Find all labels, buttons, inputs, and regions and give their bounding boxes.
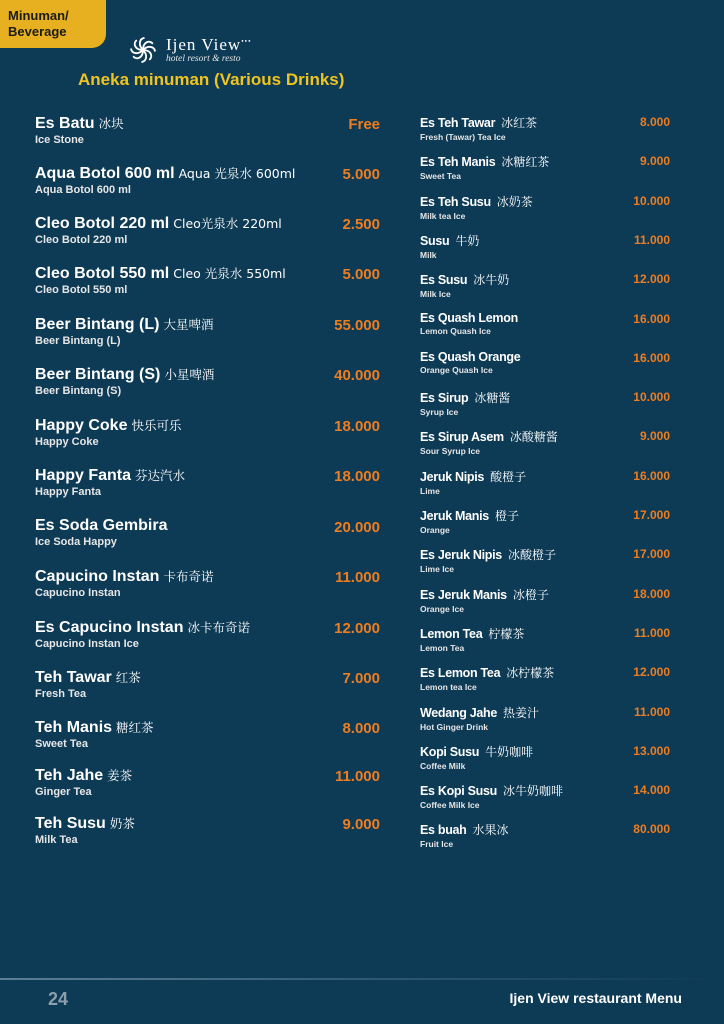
menu-item-english-name: Lemon Tea — [420, 643, 465, 653]
menu-item-price: 17.000 — [633, 547, 670, 561]
menu-item-price: 10.000 — [633, 390, 670, 404]
menu-item-chinese-name: 冰牛奶 — [473, 273, 510, 287]
menu-item-name — [35, 814, 380, 833]
menu-item-price: 80.000 — [633, 822, 670, 836]
menu-item-english-name: Cleo Botol 550 ml — [35, 284, 128, 296]
menu-item — [35, 766, 380, 798]
menu-item-english-name: Lemon Quash Ice — [420, 326, 491, 336]
menu-item-chinese-name: 芬达汽水 — [135, 468, 186, 483]
menu-item-chinese-name: 牛奶咖啡 — [485, 745, 534, 759]
menu-item-price: 12.000 — [633, 665, 670, 679]
menu-item-english-name: Hot Ginger Drink — [420, 722, 489, 732]
menu-item-name-text: Cleo Botol 220 ml — [35, 215, 170, 232]
menu-item — [35, 214, 380, 246]
menu-item — [420, 232, 670, 260]
menu-item-price: 10.000 — [633, 194, 670, 208]
menu-item-chinese-name: 冰糖酱 — [474, 391, 511, 405]
menu-item — [35, 618, 380, 650]
section-title: Aneka minuman (Various Drinks) — [78, 70, 345, 89]
menu-item — [420, 389, 670, 417]
menu-item-chinese-name: 红茶 — [115, 670, 141, 685]
menu-item-price: 2.500 — [342, 216, 380, 233]
menu-item-name-text: Kopi Susu — [420, 745, 480, 759]
footer-title: Ijen View restaurant Menu — [509, 990, 682, 1006]
menu-item — [35, 365, 380, 397]
menu-item-name-text: Jeruk Nipis — [420, 470, 485, 484]
menu-item-english-name: Lemon tea Ice — [420, 682, 477, 692]
menu-item — [420, 586, 670, 614]
menu-item-english-name: Beer Bintang (S) — [35, 385, 122, 397]
menu-item-chinese-name: 牛奶 — [455, 234, 480, 248]
hotel-logo — [126, 30, 252, 70]
menu-item-price: 55.000 — [334, 317, 380, 334]
logo-name: Ijen View — [166, 34, 242, 54]
menu-item-name-text: Es Sirup Asem — [420, 430, 504, 444]
menu-item-price: 11.000 — [633, 626, 670, 640]
menu-item-name-text: Aqua Botol 600 ml — [35, 165, 175, 182]
menu-item-chinese-name: 冰卡布奇诺 — [187, 620, 250, 635]
menu-item-name-text: Cleo Botol 550 ml — [35, 265, 170, 282]
menu-item-name — [35, 567, 380, 586]
menu-item-name-text: Wedang Jahe — [420, 706, 498, 720]
menu-item-price: 11.000 — [334, 768, 380, 785]
menu-item-name-text: Capucino Instan — [35, 568, 160, 585]
menu-item — [420, 625, 670, 653]
menu-item-price: 18.000 — [334, 418, 380, 435]
menu-item-price: 16.000 — [633, 351, 670, 365]
category-tag-line1: Minuman/ — [8, 8, 69, 23]
menu-item-english-name: Fresh Tea — [35, 688, 87, 700]
menu-item-name-text: Beer Bintang (S) — [35, 366, 161, 383]
menu-item-english-name: Orange — [420, 525, 450, 535]
menu-item-price: 7.000 — [342, 670, 380, 687]
menu-item-english-name: Orange Ice — [420, 604, 464, 614]
menu-item — [35, 517, 380, 548]
menu-item-name — [35, 365, 380, 384]
menu-item-name-text: Teh Manis — [35, 719, 113, 736]
menu-item-name — [35, 264, 380, 283]
menu-item-name — [420, 232, 670, 249]
menu-item-name — [35, 214, 380, 233]
menu-item-english-name: Cleo Botol 220 ml — [35, 234, 128, 246]
menu-item-name-text: Es Jeruk Manis — [420, 588, 507, 602]
menu-item — [420, 664, 670, 692]
menu-item-price: 20.000 — [334, 519, 380, 536]
menu-item — [35, 315, 380, 347]
menu-item-price: 9.000 — [639, 429, 670, 443]
menu-item-chinese-name: Aqua 光泉水 600ml — [178, 166, 296, 181]
menu-item-english-name: Coffee Milk — [420, 761, 466, 771]
menu-item — [420, 114, 670, 142]
menu-item — [420, 507, 670, 535]
menu-item-english-name: Aqua Botol 600 ml — [35, 184, 131, 196]
menu-item-name-text: Happy Fanta — [35, 467, 132, 484]
menu-item-english-name: Happy Coke — [35, 436, 99, 448]
menu-item-name — [35, 668, 380, 687]
menu-item-english-name: Sweet Tea — [35, 738, 88, 750]
menu-item-chinese-name: 冰柠檬茶 — [506, 666, 555, 680]
menu-item-name-text: Es Sirup — [420, 391, 469, 405]
menu-item — [35, 114, 380, 146]
menu-item-name-text: Es Teh Susu — [420, 195, 491, 209]
menu-item-price: 8.000 — [342, 720, 380, 737]
menu-item-name — [35, 466, 380, 485]
menu-item-name — [420, 704, 670, 721]
menu-item — [35, 814, 380, 846]
menu-item — [420, 350, 670, 375]
menu-item-price: 13.000 — [633, 744, 670, 758]
menu-item-english-name: Milk Tea — [35, 834, 78, 846]
menu-item — [35, 466, 380, 498]
menu-item-name — [420, 625, 670, 642]
menu-item — [35, 164, 380, 196]
menu-item-chinese-name: 卡布奇诺 — [163, 569, 214, 584]
menu-item-english-name: Syrup Ice — [420, 407, 459, 417]
logo-mark-dots: ••• — [241, 37, 252, 46]
menu-item-chinese-name: 冰牛奶咖啡 — [502, 784, 563, 798]
menu-item — [420, 153, 670, 181]
menu-item-chinese-name: 冰酸糖酱 — [509, 430, 558, 444]
menu-item-price: 8.000 — [639, 115, 670, 129]
menu-item-name-text: Es Teh Manis — [420, 155, 496, 169]
menu-item-price: 18.000 — [334, 468, 380, 485]
menu-item-price: 17.000 — [633, 508, 670, 522]
menu-item-name-text: Es Kopi Susu — [420, 784, 497, 798]
menu-item-english-name: Lime Ice — [420, 564, 455, 574]
menu-item-english-name: Ice Stone — [35, 134, 84, 146]
menu-item-price: 5.000 — [342, 266, 380, 283]
menu-item-chinese-name: 橙子 — [494, 509, 519, 523]
menu-item-price: Free — [348, 116, 380, 133]
menu-item-name-text: Lemon Tea — [420, 627, 483, 641]
menu-item-name — [35, 766, 380, 785]
menu-item-price: 11.000 — [633, 233, 670, 247]
menu-item-name — [35, 164, 380, 183]
menu-item-english-name: Capucino Instan Ice — [35, 638, 139, 650]
menu-item-price: 9.000 — [639, 154, 670, 168]
menu-item-name-text: Es Capucino Instan — [35, 619, 184, 636]
menu-item-name-text: Es Jeruk Nipis — [420, 548, 502, 562]
menu-item-chinese-name: 冰橙子 — [512, 588, 549, 602]
menu-item — [35, 718, 380, 750]
menu-item-english-name: Ice Soda Happy — [35, 536, 117, 548]
menu-item — [35, 264, 380, 296]
menu-item-name-text: Beer Bintang (L) — [35, 316, 160, 333]
menu-item-name-text: Jeruk Manis — [420, 509, 489, 523]
menu-item — [420, 193, 670, 221]
menu-item — [420, 546, 670, 574]
menu-item-name-text: Es Lemon Tea — [420, 666, 501, 680]
menu-item-name — [420, 114, 670, 131]
category-tag — [0, 0, 106, 48]
menu-item-chinese-name: 柠檬茶 — [488, 627, 525, 641]
menu-item-english-name: Milk Ice — [420, 289, 451, 299]
menu-item-name — [420, 153, 670, 170]
menu-item-price: 16.000 — [633, 312, 670, 326]
menu-item-name — [35, 517, 380, 535]
menu-item-chinese-name: 大星啤酒 — [163, 317, 214, 332]
menu-item-price: 11.000 — [334, 569, 380, 586]
menu-item-price: 12.000 — [633, 272, 670, 286]
menu-item-name-text: Teh Tawar — [35, 669, 112, 686]
menu-item-chinese-name: 快乐可乐 — [131, 418, 182, 433]
menu-item-name-text: Teh Jahe — [35, 767, 104, 784]
menu-item-name — [35, 718, 380, 737]
menu-item-price: 9.000 — [342, 816, 380, 833]
menu-item-name-text: Es Quash Lemon — [420, 311, 518, 325]
menu-item — [35, 567, 380, 599]
menu-item-chinese-name: 奶茶 — [109, 816, 135, 831]
menu-item-name-text: Es Soda Gembira — [35, 517, 168, 534]
menu-item-name-text: Teh Susu — [35, 815, 106, 832]
menu-item — [420, 782, 670, 810]
menu-item-english-name: Beer Bintang (L) — [35, 335, 121, 347]
menu-item — [420, 428, 670, 456]
menu-item-name — [35, 416, 380, 435]
menu-item-price: 14.000 — [633, 783, 670, 797]
menu-item-chinese-name: 姜茶 — [107, 768, 133, 783]
menu-item-english-name: Happy Fanta — [35, 486, 102, 498]
menu-item-name — [420, 428, 670, 445]
page-number: 24 — [48, 989, 69, 1009]
menu-item-name-text: Es Quash Orange — [420, 350, 521, 364]
swirl-logo-icon — [126, 33, 160, 67]
menu-item-chinese-name: Cleo 光泉水 550ml — [173, 266, 286, 281]
menu-item-english-name: Fresh (Tawar) Tea Ice — [420, 132, 506, 142]
menu-item-english-name: Ginger Tea — [35, 786, 92, 798]
menu-item-english-name: Milk tea Ice — [420, 211, 466, 221]
menu-item-chinese-name: 冰红茶 — [501, 116, 538, 130]
menu-item-price: 5.000 — [342, 166, 380, 183]
menu-item-price: 40.000 — [334, 367, 380, 384]
menu-item-name-text: Happy Coke — [35, 417, 128, 434]
menu-item-price: 18.000 — [633, 587, 670, 601]
menu-item-name-text: Es Susu — [420, 273, 468, 287]
menu-item-chinese-name: 酸橙子 — [490, 470, 527, 484]
menu-item — [420, 271, 670, 299]
menu-item-english-name: Capucino Instan — [35, 587, 121, 599]
menu-item-english-name: Coffee Milk Ice — [420, 800, 480, 810]
menu-item-chinese-name: Cleo光泉水 220ml — [173, 216, 282, 231]
menu-item — [35, 668, 380, 700]
menu-item-price: 11.000 — [633, 705, 670, 719]
menu-item-chinese-name: 冰酸橙子 — [507, 548, 556, 562]
menu-item-english-name: Milk — [420, 250, 437, 260]
menu-item-price: 12.000 — [334, 620, 380, 637]
menu-item-name-text: Es Teh Tawar — [420, 116, 496, 130]
menu-item-chinese-name: 水果冰 — [472, 823, 509, 837]
menu-item-name — [35, 618, 380, 637]
menu-item — [420, 743, 670, 771]
menu-item-english-name: Sour Syrup Ice — [420, 446, 480, 456]
menu-item — [420, 468, 670, 496]
menu-item-chinese-name: 热姜汁 — [503, 706, 540, 720]
menu-item — [420, 821, 670, 849]
logo-subtitle: hotel resort & resto — [166, 53, 241, 64]
menu-item-name-text: Es buah — [420, 823, 467, 837]
menu-item-chinese-name: 冰块 — [98, 116, 124, 131]
menu-item-english-name: Sweet Tea — [420, 171, 461, 181]
menu-item-name-text: Es Batu — [35, 115, 95, 132]
menu-item-name — [35, 315, 380, 334]
menu-item-chinese-name: 糖红茶 — [116, 720, 154, 735]
menu-item-english-name: Orange Quash Ice — [420, 365, 493, 375]
menu-item-chinese-name: 冰奶茶 — [496, 195, 533, 209]
menu-item-price: 16.000 — [633, 469, 670, 483]
menu-item-chinese-name: 小星啤酒 — [164, 367, 215, 382]
menu-item-english-name: Fruit Ice — [420, 839, 454, 849]
menu-item-name — [35, 114, 380, 133]
menu-item — [35, 416, 380, 448]
menu-item-english-name: Lime — [420, 486, 440, 496]
menu-item-chinese-name: 冰糖红茶 — [501, 155, 550, 169]
menu-item — [420, 311, 670, 336]
menu-item — [420, 704, 670, 732]
category-tag-line2: Beverage — [8, 24, 67, 39]
menu-item-name-text: Susu — [420, 234, 450, 248]
footer-divider — [0, 978, 724, 980]
